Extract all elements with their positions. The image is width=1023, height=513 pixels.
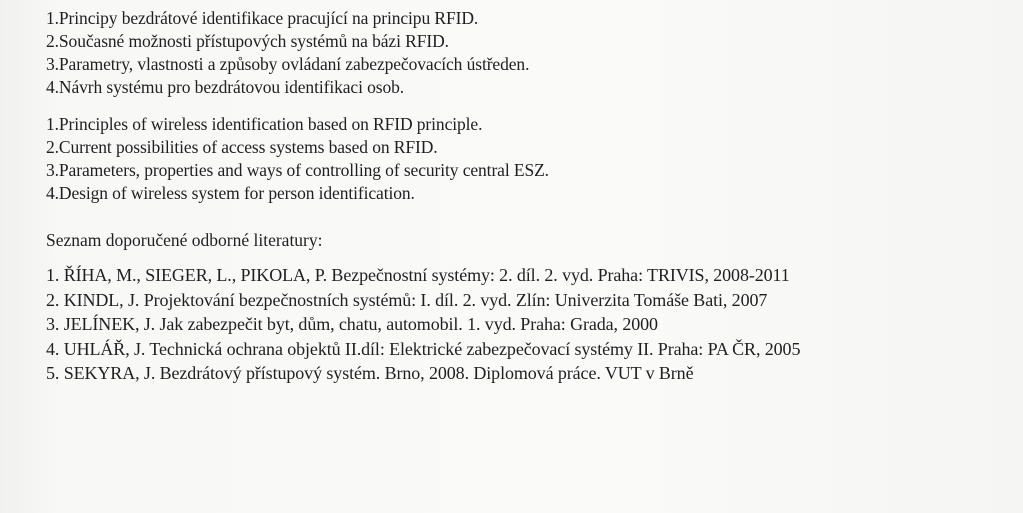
task-cz-2: 2.Současné možnosti přístupových systémů na bázi RFID. xyxy=(46,31,449,51)
literature-item-3: 3. JELÍNEK, J. Jak zabezpečit byt, dům, chatu, automobil. 1. vyd. Praha: Grada, 2000 xyxy=(46,314,658,334)
task-en-2: 2.Current possibilities of access systems based on RFID. xyxy=(46,137,438,157)
literature-item-5: 5. SEKYRA, J. Bezdrátový přístupový systém. Brno, 2008. Diplomová práce. VUT v Brně xyxy=(46,363,694,383)
literature-item-2: 2. KINDL, J. Projektování bezpečnostních systémů: I. díl. 2. vyd. Zlín: Univerzita Tomáše Bati, 2007 xyxy=(46,289,768,310)
literature-item-4: 4. UHLÁŘ, J. Technická ochrana objektů II.díl: Elektrické zabezpečovací systémy II. Praha: PA ČR, 2005 xyxy=(46,338,801,359)
thesis-tasks-czech xyxy=(46,7,529,99)
literature-item-1: 1. ŘÍHA, M., SIEGER, L., PIKOLA, P. Bezpečnostní systémy: 2. díl. 2. vyd. Praha: TRIVIS, 2008-2011 xyxy=(46,265,790,285)
task-cz-3: 3.Parametry, vlastnosti a způsoby ovládaní zabezpečovacích ústředen. xyxy=(46,54,530,74)
task-en-1: 1.Principles of wireless identification based on RFID principle. xyxy=(46,114,483,134)
task-en-4: 4.Design of wireless system for person identification. xyxy=(46,183,415,203)
literature-list xyxy=(46,263,800,386)
task-cz-4: 4.Návrh systému pro bezdrátovou identifikaci osob. xyxy=(46,77,405,97)
thesis-tasks-english xyxy=(46,113,549,205)
task-cz-1: 1.Principy bezdrátové identifikace pracující na principu RFID. xyxy=(46,8,479,28)
literature-heading: Seznam doporučené odborné literatury: xyxy=(46,230,323,250)
task-en-3: 3.Parameters, properties and ways of controlling of security central ESZ. xyxy=(46,160,549,180)
